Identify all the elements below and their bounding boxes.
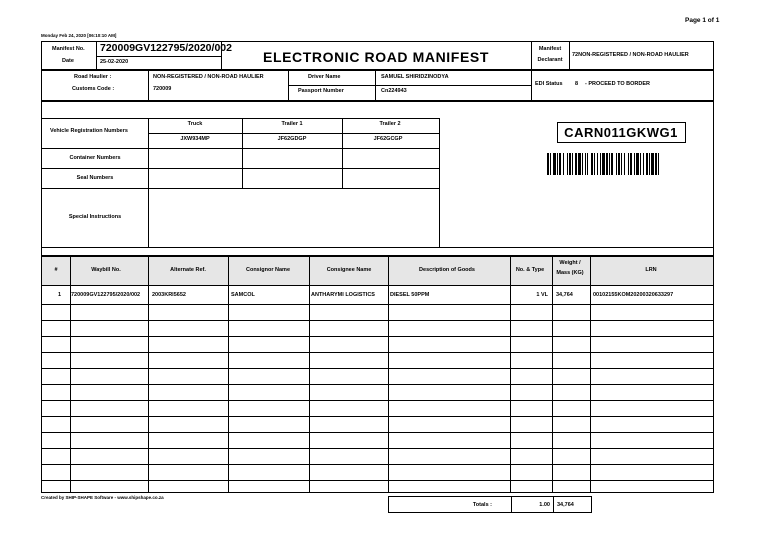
- barcode-image: [547, 153, 695, 175]
- row1-description: DIESEL 50PPM: [390, 292, 430, 298]
- trailer2-label: Trailer 2: [379, 121, 401, 127]
- row1-consignor: SAMCOL: [231, 292, 255, 298]
- road-haulier-label: Road Haulier :: [74, 74, 112, 80]
- page-number: Page 1 of 1: [685, 17, 720, 24]
- truck-label: Truck: [187, 121, 203, 127]
- truck-value: JXW934MP: [180, 136, 210, 142]
- col-header-num: #: [54, 267, 58, 273]
- driver-name-label: Driver Name: [308, 74, 341, 80]
- edi-status-label: EDI Status: [535, 81, 563, 87]
- special-instructions-label: Special Instructions: [68, 214, 122, 220]
- col-header-weight-line2: Mass (KG): [556, 270, 584, 276]
- totals-count: 1.00: [539, 502, 550, 508]
- edi-status-value: - PROCEED TO BORDER: [585, 81, 650, 87]
- driver-name-value: SAMUEL SHIRIDZINODYA: [381, 74, 449, 80]
- col-header-lrn: LRN: [645, 267, 657, 273]
- edi-status-code: 8: [575, 81, 579, 87]
- col-header-weight-line1: Weight /: [559, 260, 581, 266]
- footer-created-by: Created by SHIP-SHAPE Software - www.shipshape.co.za: [41, 495, 164, 500]
- row1-num: 1: [58, 292, 62, 298]
- document-title: ELECTRONIC ROAD MANIFEST: [263, 49, 489, 65]
- customs-code-value: 720009: [153, 86, 172, 92]
- row1-waybill: 720009GV122795/2020/002: [71, 292, 141, 298]
- col-header-no-type: No. & Type: [515, 267, 545, 273]
- declarant-label-line1: Manifest: [538, 46, 562, 52]
- passport-label: Passport Number: [298, 88, 344, 94]
- date-label: Date: [62, 58, 74, 64]
- row1-consignee: ANTHARYMI LOGISTICS: [311, 292, 375, 298]
- trailer2-value: JF62GCGP: [373, 136, 403, 142]
- declarant-label-line2: Declarant: [537, 57, 563, 63]
- manifest-date: 25-02-2020: [100, 59, 129, 65]
- customs-code-label: Customs Code :: [72, 86, 115, 92]
- totals-label: Totals :: [472, 502, 492, 508]
- col-header-description: Description of Goods: [419, 267, 475, 273]
- road-haulier-value: NON-REGISTERED / NON-ROAD HAULIER: [153, 74, 264, 80]
- seal-numbers-label: Seal Numbers: [76, 175, 114, 181]
- declarant-value: 72NON-REGISTERED / NON-ROAD HAULIER: [572, 52, 689, 58]
- trailer1-label: Trailer 1: [281, 121, 303, 127]
- manifest-number: 720009GV122795/2020/002: [100, 42, 232, 54]
- carn-number: CARN011GKWG1: [564, 125, 678, 140]
- row1-weight: 34,764: [556, 292, 573, 298]
- vehicle-registration-label: Vehicle Registration Numbers: [50, 128, 128, 134]
- container-numbers-label: Container Numbers: [69, 155, 121, 161]
- totals-weight: 34,764: [557, 502, 574, 508]
- col-header-consignee: Consignee Name: [326, 267, 372, 273]
- trailer1-value: JF62GDGP: [277, 136, 307, 142]
- row1-lrn: 00102155KOM20200320633297: [593, 292, 674, 298]
- manifest-no-label: Manifest No.: [52, 46, 85, 52]
- col-header-consignor: Consignor Name: [245, 267, 291, 273]
- print-timestamp: Monday Feb 24, 2020 [06:10:10 AM]: [41, 33, 117, 38]
- row1-no-type: 1 VL: [536, 292, 548, 298]
- passport-value: Cn224943: [381, 88, 407, 94]
- col-header-alt-ref: Alternate Ref.: [170, 267, 206, 273]
- row1-alt-ref: 2003KRI5652: [152, 292, 186, 298]
- col-header-waybill: Waybill No.: [91, 267, 121, 273]
